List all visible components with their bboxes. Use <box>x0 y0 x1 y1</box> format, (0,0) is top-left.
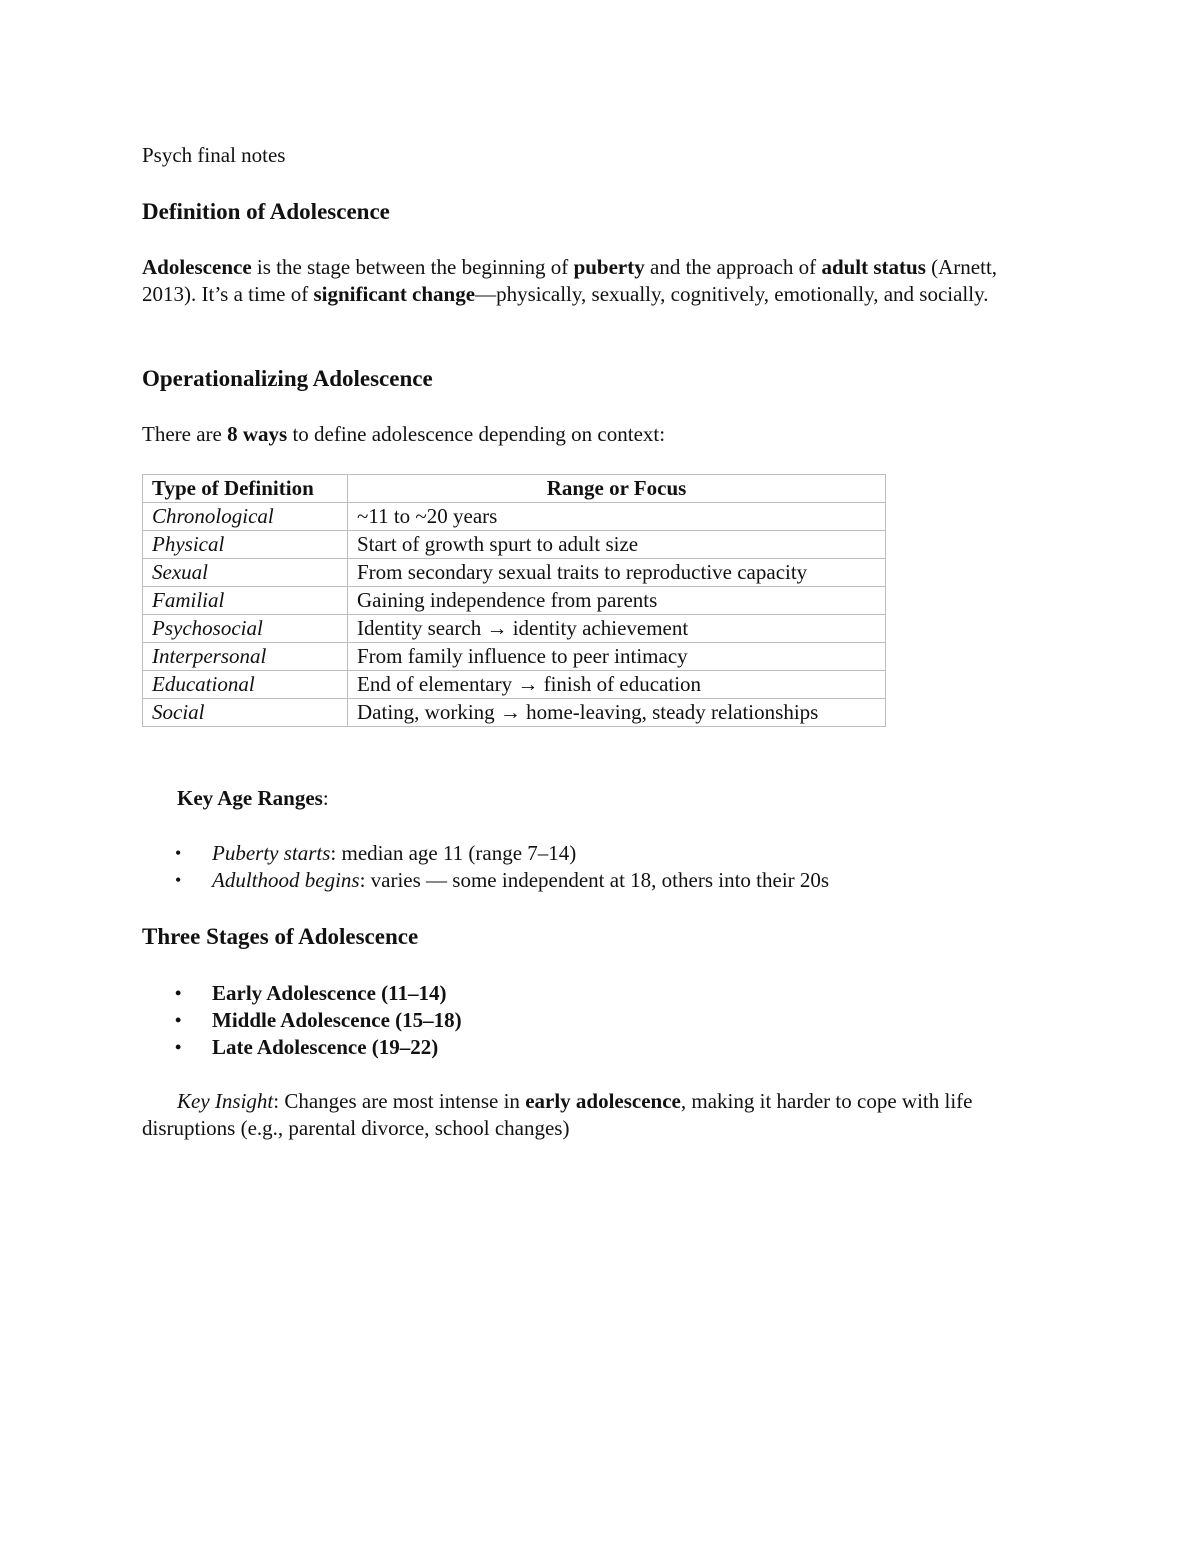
cell-range: End of elementary → finish of education <box>348 671 886 699</box>
key-age-ranges-title: Key Age Ranges <box>177 786 323 810</box>
list-item <box>142 867 829 894</box>
age-range-list <box>142 840 829 894</box>
header-range: Range or Focus <box>348 475 886 503</box>
table-row <box>143 531 886 559</box>
ways-paragraph <box>142 421 665 448</box>
table-row <box>143 559 886 587</box>
cell-type: Interpersonal <box>143 643 348 671</box>
heading-definition: Definition of Adolescence <box>142 199 390 224</box>
table-row <box>143 615 886 643</box>
table-row <box>143 671 886 699</box>
bullet-icon: • <box>175 870 182 890</box>
key-insight-paragraph <box>142 1088 1042 1142</box>
ways-text-2: to define adolescence depending on context: <box>287 422 666 446</box>
insight-text-2: , making it harder to cope with life disruptions (e.g., parental divorce, school changes) <box>142 1089 973 1140</box>
term-adult-status: adult status <box>821 255 926 279</box>
stage-label: Early Adolescence (11–14) <box>212 981 447 1005</box>
bullet-icon: • <box>175 1037 182 1057</box>
ways-text-1: There are <box>142 422 228 446</box>
definition-text-2: and the approach of <box>644 255 822 279</box>
insight-text-1: : Changes are most intense in <box>273 1089 526 1113</box>
definition-paragraph <box>142 254 1022 308</box>
definitions-table <box>142 474 886 727</box>
cell-type: Psychosocial <box>143 615 348 643</box>
cell-range: Identity search → identity achievement <box>348 615 886 643</box>
stage-label: Middle Adolescence (15–18) <box>212 1008 462 1032</box>
insight-emphasis: early adolescence <box>525 1089 681 1113</box>
key-age-ranges-label <box>177 785 329 812</box>
list-item <box>142 840 829 867</box>
document-title: Psych final notes <box>142 143 286 167</box>
list-item <box>142 980 462 1007</box>
ways-count: 8 ways <box>227 422 288 446</box>
list-item <box>142 1034 462 1061</box>
table-row <box>143 503 886 531</box>
bullet-icon: • <box>175 1010 182 1030</box>
cell-range: From family influence to peer intimacy <box>348 643 886 671</box>
definition-text-1: is the stage between the beginning of <box>251 255 574 279</box>
age-term: Puberty starts <box>212 841 331 865</box>
term-puberty: puberty <box>573 255 645 279</box>
cell-type: Familial <box>143 587 348 615</box>
header-type: Type of Definition <box>143 475 348 503</box>
cell-range: ~11 to ~20 years <box>348 503 886 531</box>
cell-range: Dating, working → home-leaving, steady relationships <box>348 699 886 727</box>
heading-three-stages: Three Stages of Adolescence <box>142 924 419 949</box>
table-row <box>143 643 886 671</box>
definition-text-4: —physically, sexually, cognitively, emotionally, and socially. <box>475 282 989 306</box>
age-text: : varies — some independent at 18, others into their 20s <box>359 868 830 892</box>
bullet-icon: • <box>175 983 182 1003</box>
stage-label: Late Adolescence (19–22) <box>212 1035 439 1059</box>
heading-operationalizing: Operationalizing Adolescence <box>142 366 433 391</box>
cell-type: Social <box>143 699 348 727</box>
cell-range: From secondary sexual traits to reproductive capacity <box>348 559 886 587</box>
cell-type: Physical <box>143 531 348 559</box>
stages-list <box>142 980 462 1061</box>
age-text: : median age 11 (range 7–14) <box>330 841 577 865</box>
definition-text-3: (Arnett, 2013). It’s a time of <box>142 255 998 306</box>
key-age-colon: : <box>322 786 329 810</box>
table-row <box>143 587 886 615</box>
table-row <box>143 699 886 727</box>
cell-type: Sexual <box>143 559 348 587</box>
list-item <box>142 1007 462 1034</box>
cell-type: Chronological <box>143 503 348 531</box>
cell-range: Gaining independence from parents <box>348 587 886 615</box>
bullet-icon: • <box>175 843 182 863</box>
cell-type: Educational <box>143 671 348 699</box>
term-adolescence: Adolescence <box>142 255 252 279</box>
age-term: Adulthood begins <box>212 868 360 892</box>
insight-label: Key Insight <box>177 1089 274 1113</box>
cell-range: Start of growth spurt to adult size <box>348 531 886 559</box>
term-significant-change: significant change <box>313 282 476 306</box>
table-header-row <box>143 475 886 503</box>
